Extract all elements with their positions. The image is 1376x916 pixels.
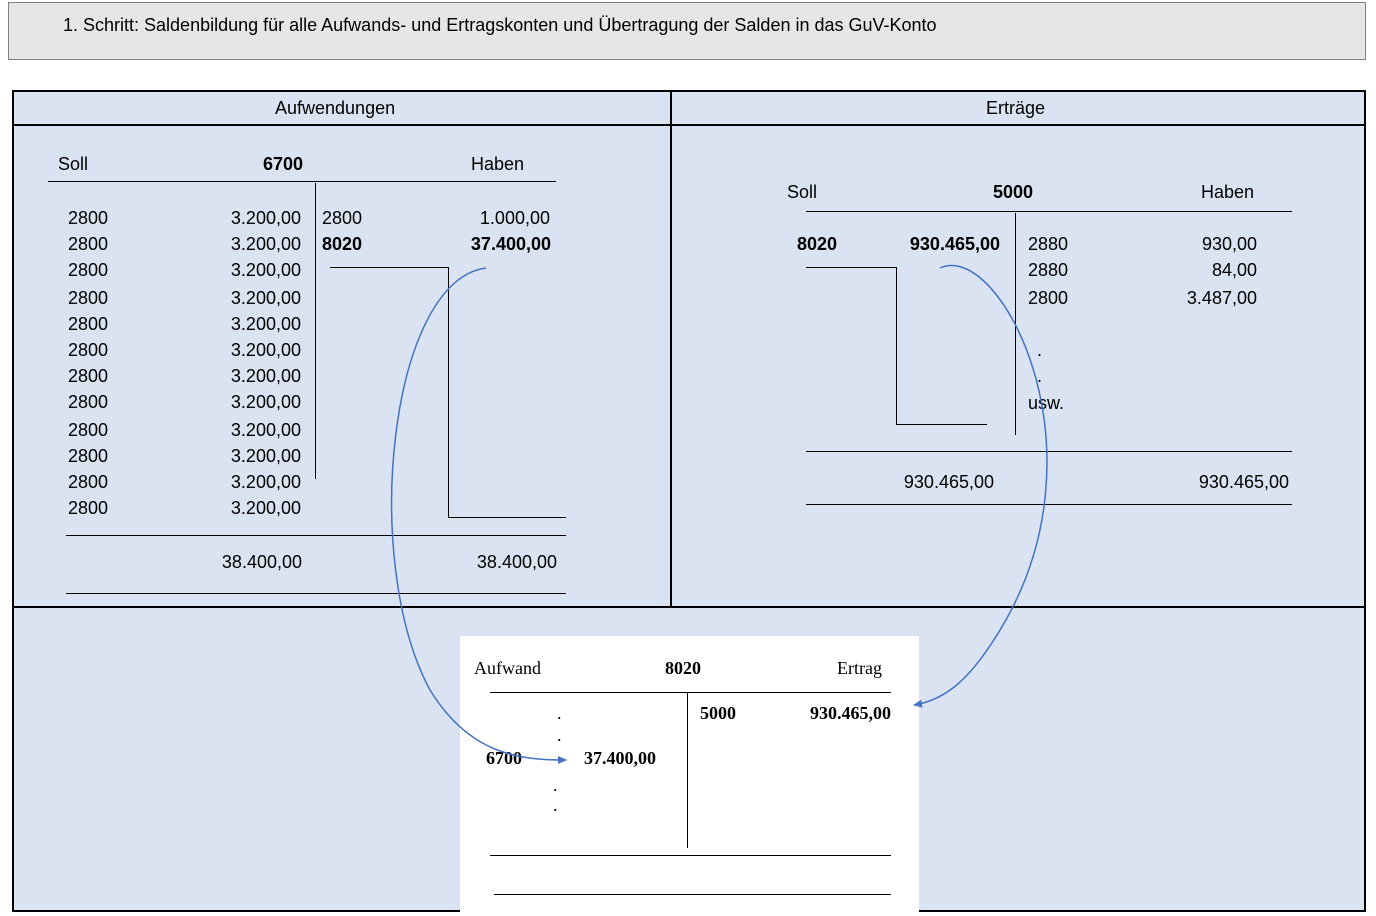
soll-amount: 3.200,00 [230,366,301,386]
soll-amount: 3.200,00 [230,234,301,254]
haben-amount: 37.400,00 [470,234,551,254]
ellipsis-dot: . [1037,340,1043,360]
total-haben: 38.400,00 [476,552,557,572]
soll-account: 2800 [68,420,109,440]
soll-account: 2800 [68,234,109,254]
soll-amount: 3.200,00 [230,314,301,334]
soll-amount: 3.200,00 [230,472,301,492]
soll-amount: 3.200,00 [230,208,301,228]
haben-account: 2880 [1028,260,1069,280]
soll-account: 2800 [68,472,109,492]
usw-label: usw. [1028,393,1065,413]
arrow-6700-to-guv [392,268,566,760]
haben-account: 8020 [322,234,363,254]
soll-label: Soll [58,154,89,174]
soll-label: Soll [787,182,818,202]
account-number: 6700 [263,154,304,174]
soll-amount: 3.200,00 [230,498,301,518]
soll-amount: 930.465,00 [909,234,1000,254]
soll-amount: 3.200,00 [230,288,301,308]
soll-account: 8020 [797,234,838,254]
column-header-ertraege: Erträge [986,98,1046,118]
account-number: 5000 [993,182,1034,202]
haben-amount: 1.000,00 [479,208,550,228]
total-haben: 930.465,00 [1198,472,1289,492]
total-soll: 38.400,00 [221,552,302,572]
soll-account: 2800 [68,208,109,228]
soll-account: 2800 [68,340,109,360]
soll-account: 2800 [68,260,109,280]
soll-account: 2800 [68,288,109,308]
haben-account: 5000 [700,703,736,723]
total-soll: 930.465,00 [903,472,994,492]
soll-amount: 3.200,00 [230,392,301,412]
soll-amount: 3.200,00 [230,420,301,440]
column-header-aufwendungen: Aufwendungen [275,98,396,118]
arrow-5000-to-guv [914,265,1047,705]
soll-account: 6700 [486,748,522,768]
haben-amount: 84,00 [1211,260,1257,280]
soll-amount: 3.200,00 [230,446,301,466]
header-title: 1. Schritt: Saldenbildung für alle Aufwands- und Ertragskonten und Übertragung der Salden in das GuV-Konto [63,15,937,35]
haben-account: 2800 [322,208,363,228]
haben-amount: 3.487,00 [1186,288,1257,308]
soll-label: Aufwand [474,658,541,678]
soll-amount: 3.200,00 [230,260,301,280]
soll-account: 2800 [68,314,109,334]
ellipsis-dot: . [557,703,562,723]
ellipsis-dot: . [553,775,558,795]
haben-account: 2800 [1028,288,1069,308]
soll-account: 2800 [68,446,109,466]
haben-label: Haben [1201,182,1255,202]
ellipsis-dot: . [553,795,558,815]
haben-amount: 930,00 [1201,234,1257,254]
soll-account: 2800 [68,366,109,386]
ellipsis-dot: . [557,725,562,745]
soll-account: 2800 [68,392,109,412]
haben-label: Haben [471,154,525,174]
soll-amount: 3.200,00 [230,340,301,360]
haben-amount: 930.465,00 [810,703,891,723]
haben-label: Ertrag [837,658,882,678]
soll-amount: 37.400,00 [584,748,656,768]
account-number: 8020 [665,658,701,678]
haben-account: 2880 [1028,234,1069,254]
soll-account: 2800 [68,498,109,518]
ellipsis-dot: . [1037,366,1043,386]
